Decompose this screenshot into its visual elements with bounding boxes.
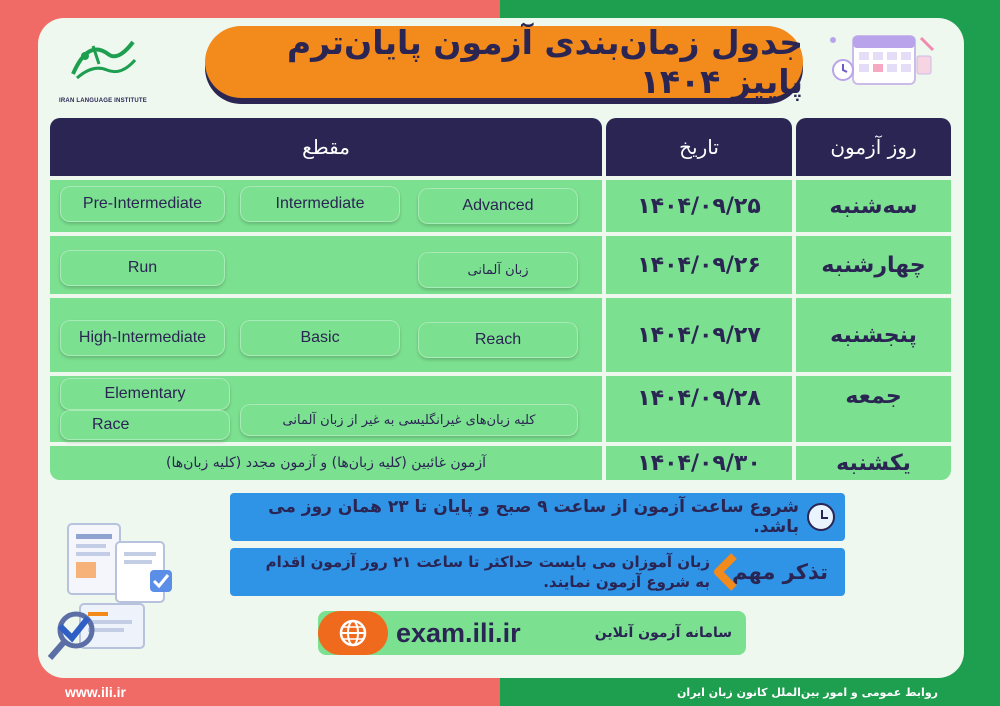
- header-day-label: روز آزمون: [830, 135, 917, 159]
- absentee-exam-text: آزمون غائبین (کلیه زبان‌ها) و آزمون مجدد (کلیه زبان‌ها): [166, 455, 487, 471]
- level-pill: High-Intermediate: [60, 320, 225, 356]
- chevron-icon: [708, 552, 748, 592]
- header-level-label: مقطع: [302, 135, 350, 159]
- documents-illustration: [40, 518, 190, 668]
- clock-icon: [807, 503, 835, 531]
- exam-hours-note: [230, 493, 845, 541]
- level-pill: Intermediate: [240, 186, 400, 222]
- level-pill: زبان آلمانی: [418, 252, 578, 288]
- row2-day: چهارشنبه: [796, 236, 951, 294]
- row4-levels: [50, 376, 602, 442]
- header-day: [796, 118, 951, 176]
- level-pill: Elementary: [60, 378, 230, 410]
- header-level: [50, 118, 602, 176]
- reminder-note: [230, 548, 845, 596]
- calendar-illustration: [825, 30, 940, 88]
- row4-date: ۱۴۰۴/۰۹/۲۸: [606, 376, 792, 442]
- level-pill: Reach: [418, 322, 578, 358]
- header-date: [606, 118, 792, 176]
- row2-levels: [50, 236, 602, 294]
- footer-department: روابط عمومی و امور بین‌الملل کانون زبان ایران: [677, 686, 938, 699]
- level-pill: Run: [60, 250, 225, 286]
- row5-levels: [50, 446, 602, 480]
- page-title: جدول زمان‌بندی آزمون پایان‌ترم پاییز ۱۴۰۴: [205, 26, 803, 98]
- row1-date: ۱۴۰۴/۰۹/۲۵: [606, 180, 792, 232]
- exam-site-bar[interactable]: [318, 611, 746, 655]
- exam-site-label: سامانه آزمون آنلاین: [594, 625, 732, 641]
- level-pill: Race: [60, 410, 230, 440]
- exam-site-link[interactable]: exam.ili.ir: [396, 617, 521, 648]
- row5-day: یکشنبه: [796, 446, 951, 480]
- globe-button[interactable]: [318, 611, 388, 655]
- row3-day: پنجشنبه: [796, 298, 951, 372]
- row3-levels: [50, 298, 602, 372]
- row1-day: سه‌شنبه: [796, 180, 951, 232]
- logo-emblem-icon: [63, 34, 143, 84]
- row4-day: جمعه: [796, 376, 951, 442]
- level-pill: کلیه زبان‌های غیرانگلیسی به غیر از زبان آلمانی: [240, 404, 578, 436]
- level-pill: Basic: [240, 320, 400, 356]
- reminder-text: زبان آموزان می بایست حداکثر تا ساعت ۲۱ روز آزمون اقدام به شروع آزمون نمایند.: [265, 553, 710, 591]
- reminder-label: تذکر مهم: [732, 560, 828, 584]
- ili-logo: [58, 34, 148, 110]
- footer-website[interactable]: www.ili.ir: [65, 684, 126, 700]
- header-date-label: تاریخ: [679, 135, 719, 159]
- row1-levels: [50, 180, 602, 232]
- row5-date: ۱۴۰۴/۰۹/۳۰: [606, 446, 792, 480]
- row3-date: ۱۴۰۴/۰۹/۲۷: [606, 298, 792, 372]
- level-pill: Advanced: [418, 188, 578, 224]
- globe-icon: [338, 618, 368, 648]
- logo-caption: IRAN LANGUAGE INSTITUTE: [59, 98, 147, 104]
- exam-hours-text: شروع ساعت آزمون از ساعت ۹ صبح و پایان تا ۲۳ همان روز می باشد.: [268, 497, 799, 537]
- row2-date: ۱۴۰۴/۰۹/۲۶: [606, 236, 792, 294]
- level-pill: Pre-Intermediate: [60, 186, 225, 222]
